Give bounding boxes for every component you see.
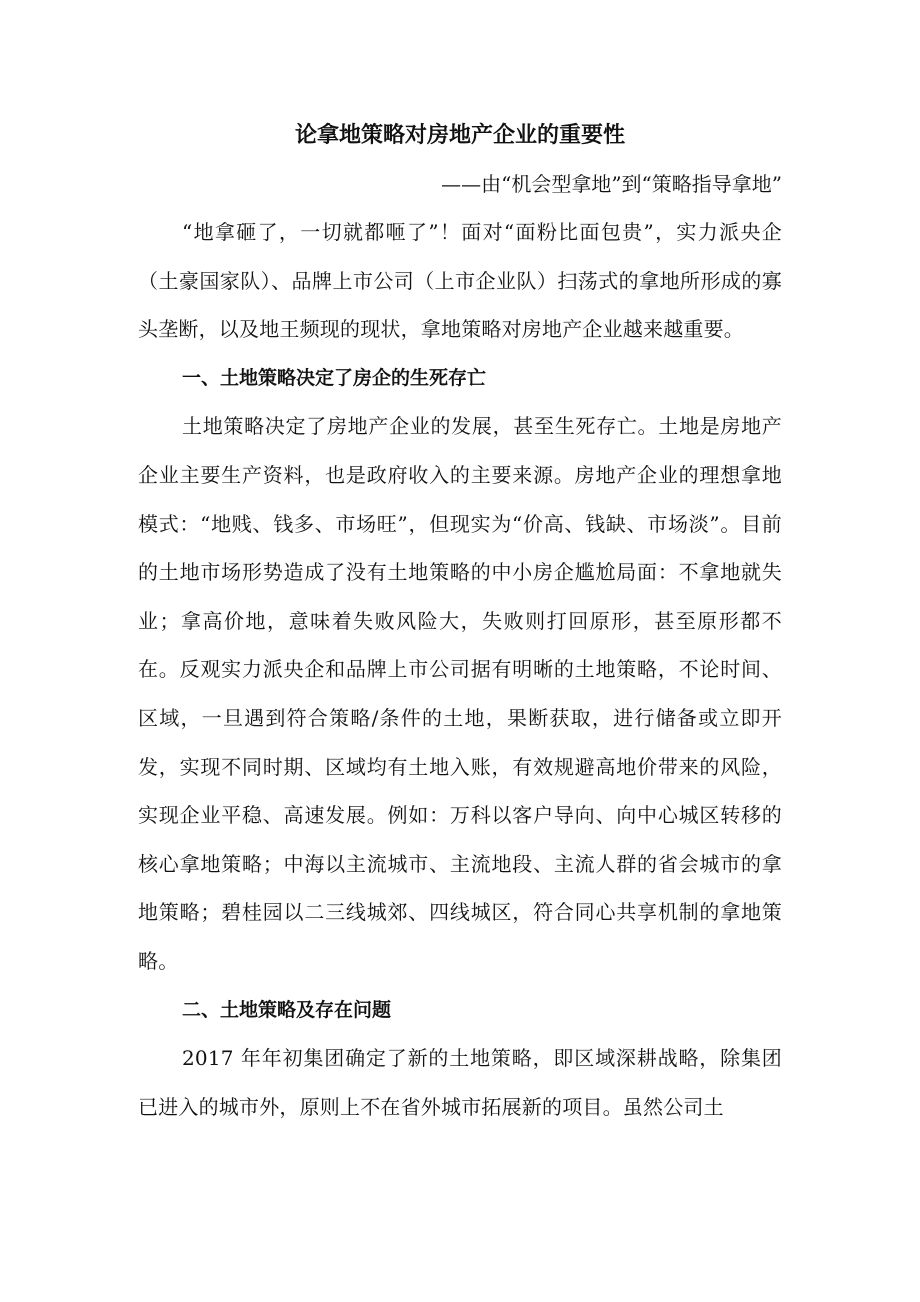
- document-subtitle: ——由“机会型拿地”到“策略指导拿地”: [441, 172, 782, 196]
- intro-paragraph: “地拿砸了，一切就都咂了”！面对“面粉比面包贵”，实力派央企（土豪国家队）、品牌上市公司（上市企业队）扫荡式的拿地所形成的寡头垄断，以及地王频现的现状，拿地策略对房地产企业越来越重要。: [138, 220, 782, 342]
- section-2-heading: 二、土地策略及存在问题: [182, 998, 392, 1021]
- section-1-heading: 一、土地策略决定了房企的生死存亡: [182, 366, 487, 389]
- document-title: 论拿地策略对房地产企业的重要性: [294, 123, 625, 148]
- section-1-paragraph: 土地策略决定了房地产企业的发展，甚至生死存亡。土地是房地产企业主要生产资料，也是政府收入的主要来源。房地产企业的理想拿地模式：“地贱、钱多、市场旺”，但现实为“价高、钱缺、市场淡”。目前的土地市场形势造成了没有土地策略的中小房企尴尬局面：不拿地就失业；拿高价地，意味着失败风险大，失败则打回原形，甚至原形都不在。反观实力派央企和品牌上市公司据有明晰的土地策略，不论时间、区域，一旦遇到符合策略/条件的土地，果断获取，进行储备或立即开发，实现不同时期、区域均有土地入账，有效规避高地价带来的风险，实现企业平稳、高速发展。例如：万科以客户导向、向中心城区转移的核心拿地策略；中海以主流城市、主流地段、主流人群的省会城市的拿地策略；碧桂园以二三线城郊、四线城区，符合同心共享机制的拿地策略。: [138, 414, 782, 973]
- document-body: [138, 208, 782, 1131]
- section-2-paragraph: 2017 年年初集团确定了新的土地策略，即区域深耕战略，除集团已进入的城市外，原则上不在省外城市拓展新的项目。虽然公司土: [138, 1046, 782, 1119]
